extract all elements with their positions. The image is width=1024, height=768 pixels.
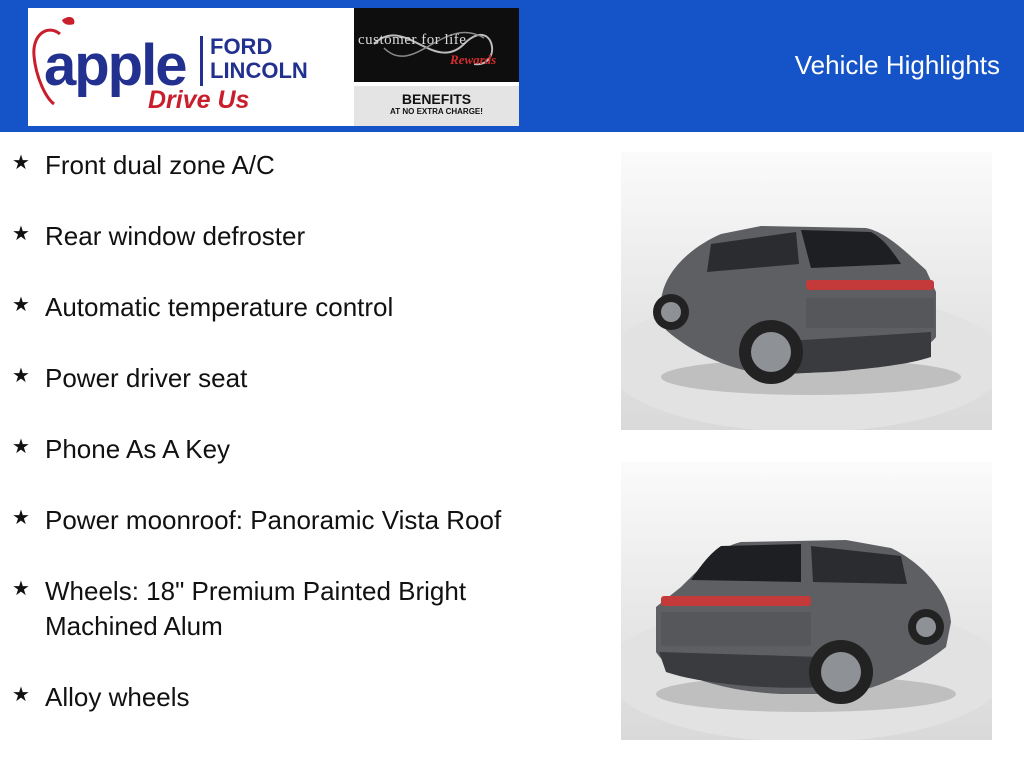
feature-list	[12, 148, 572, 751]
benefits-note: AT NO EXTRA CHARGE!	[390, 107, 483, 116]
feature-item	[12, 503, 572, 538]
feature-item	[12, 148, 572, 183]
brand-ford: FORD	[210, 34, 273, 59]
rewards-logo-banner	[354, 8, 519, 82]
feature-item	[12, 219, 572, 254]
rewards-title: customer for life	[358, 32, 467, 48]
brand-lincoln: LINCOLN	[210, 58, 308, 83]
feature-item	[12, 290, 572, 325]
star-icon: ★	[12, 152, 30, 174]
rewards-logo	[354, 8, 519, 126]
feature-text: Rear window defroster	[45, 221, 306, 251]
rewards-subtitle: Rewards	[450, 52, 497, 67]
page-title: Vehicle Highlights	[794, 50, 1000, 80]
star-icon: ★	[12, 294, 30, 316]
feature-text: Phone As A Key	[45, 434, 231, 464]
star-icon: ★	[12, 365, 30, 387]
feature-text: Power driver seat	[45, 363, 248, 393]
benefits-label: BENEFITS	[401, 91, 472, 107]
feature-item	[12, 432, 572, 467]
star-icon: ★	[12, 223, 30, 245]
feature-item	[12, 574, 572, 644]
star-icon: ★	[12, 436, 30, 458]
header-bar	[0, 0, 1024, 132]
feature-item	[12, 680, 572, 715]
feature-item	[12, 361, 572, 396]
vehicle-photo-rear-left	[621, 152, 992, 430]
rewards-benefits	[354, 86, 519, 126]
vehicle-photo-rear-right	[621, 462, 992, 740]
feature-text: Power moonroof: Panoramic Vista Roof	[45, 505, 502, 535]
star-icon: ★	[12, 684, 30, 706]
feature-text: Front dual zone A/C	[45, 150, 275, 180]
dealer-name: apple	[44, 33, 186, 98]
dealer-logo	[28, 8, 354, 126]
feature-text: Alloy wheels	[45, 682, 190, 712]
star-icon: ★	[12, 507, 30, 529]
feature-text: Automatic temperature control	[45, 292, 394, 322]
star-icon: ★	[12, 578, 30, 600]
dealer-tagline: Drive Us	[148, 86, 250, 114]
feature-text: Wheels: 18" Premium Painted Bright Machined Alum	[45, 576, 467, 641]
brand-divider	[200, 36, 203, 86]
